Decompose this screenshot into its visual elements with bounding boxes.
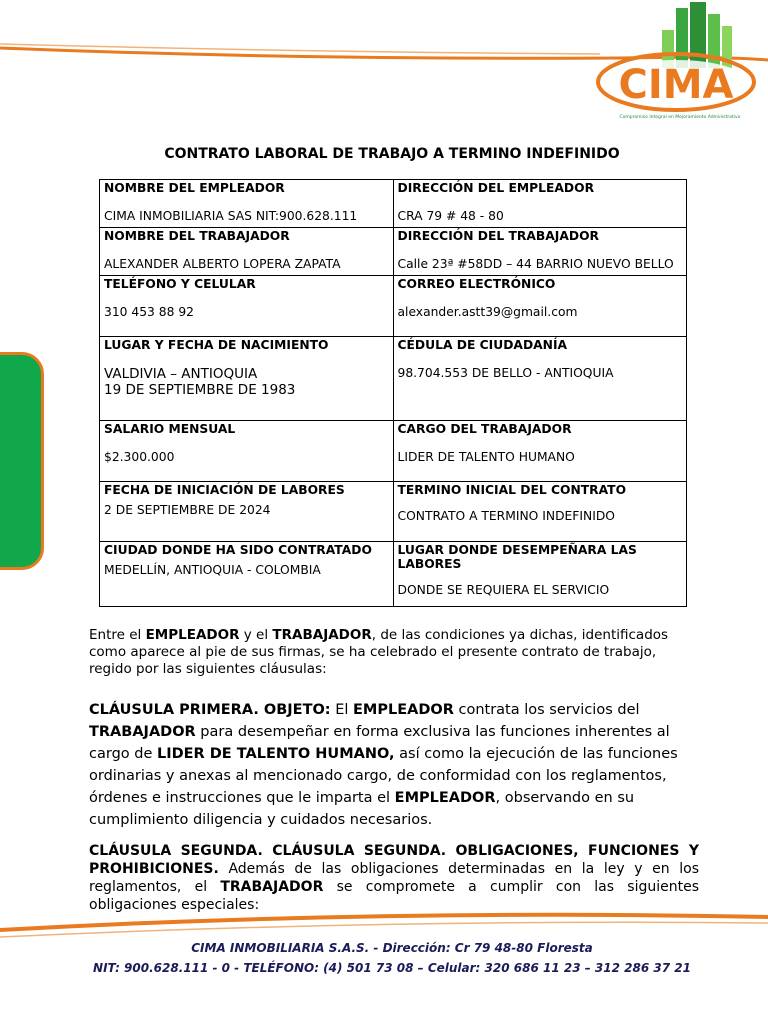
cell-value: 2 DE SEPTIEMBRE DE 2024 xyxy=(104,503,271,517)
cell-value: CRA 79 # 48 - 80 xyxy=(397,209,504,223)
cell-value: CONTRATO A TERMINO INDEFINIDO xyxy=(397,509,615,523)
bold-text: TRABAJADOR xyxy=(272,627,372,643)
logo-tagline: Compromiso Integral en Mejoramiento Administrativo xyxy=(619,115,741,120)
contract-info-table xyxy=(99,179,687,607)
cell-label: DIRECCIÓN DEL EMPLEADOR xyxy=(397,181,595,195)
cell-value: CIMA INMOBILIARIA SAS NIT:900.628.111 xyxy=(104,209,358,223)
cell-value: DONDE SE REQUIERA EL SERVICIO xyxy=(397,583,610,597)
cell-value: alexander.astt39@gmail.com xyxy=(397,305,578,319)
table-row xyxy=(100,542,687,607)
bold-text: TRABAJADOR xyxy=(89,724,196,740)
text: para desempeñar en forma exclusiva las funciones inherentes al cargo de xyxy=(89,724,670,762)
email-cell xyxy=(393,276,687,337)
id-cell xyxy=(393,337,687,421)
footer-line-1: CIMA INMOBILIARIA S.A.S. - Dirección: Cr 79 48-80 Floresta xyxy=(191,941,593,955)
text: , observando en su cumplimiento diligencia y cuidados necesarios. xyxy=(89,790,635,828)
text: Entre el xyxy=(89,627,146,643)
text: , de las condiciones ya dichas, identificados como aparece al pie de sus firmas, se ha celebrado el presente contrato de trabajo, regido por las siguientes cláusulas: xyxy=(89,627,669,677)
clause-heading: CLÁUSULA SEGUNDA. CLÁUSULA SEGUNDA. OBLIGACIONES, FUNCIONES Y PROHIBICIONES. xyxy=(89,843,699,877)
salary-cell xyxy=(100,421,394,482)
cell-label: NOMBRE DEL EMPLEADOR xyxy=(104,181,285,195)
svg-text:CIMA: CIMA xyxy=(618,62,734,108)
text: así como la ejecución de las funciones ordinarias y anexas al mencionado cargo, de conformidad con los reglamentos, órdenes e instrucciones que le imparta el xyxy=(89,746,678,806)
cell-value: 98.704.553 DE BELLO - ANTIOQUIA xyxy=(397,366,614,380)
work-location-cell xyxy=(393,542,687,607)
table-row xyxy=(100,276,687,337)
bold-text: LIDER DE TALENTO HUMANO, xyxy=(156,746,395,762)
cell-value: 310 453 88 92 xyxy=(104,305,194,319)
document-title: CONTRATO LABORAL DE TRABAJO A TERMINO INDEFINIDO xyxy=(164,146,620,162)
bold-text: EMPLEADOR xyxy=(145,627,240,643)
table-row xyxy=(100,180,687,228)
text: El xyxy=(330,702,354,718)
worker-name-cell xyxy=(100,228,394,276)
contract-term-cell xyxy=(393,482,687,542)
cell-label: DIRECCIÓN DEL TRABAJADOR xyxy=(397,229,600,243)
cima-logo xyxy=(594,0,760,130)
text: y el xyxy=(239,627,273,643)
cell-label: TELÉFONO Y CELULAR xyxy=(104,277,256,291)
clause-second xyxy=(89,842,699,914)
bold-text: TRABAJADOR xyxy=(220,879,324,895)
table-row xyxy=(100,482,687,542)
cell-value: 19 DE SEPTIEMBRE DE 1983 xyxy=(104,382,296,398)
phone-cell xyxy=(100,276,394,337)
cell-label: CORREO ELECTRÓNICO xyxy=(397,277,556,291)
hire-city-cell xyxy=(100,542,394,607)
cell-label: SALARIO MENSUAL xyxy=(104,422,236,436)
intro-paragraph xyxy=(89,627,699,678)
cell-value: $2.300.000 xyxy=(104,450,175,464)
text: contrata los servicios del xyxy=(453,702,640,718)
table-row xyxy=(100,228,687,276)
footer-line-2: NIT: 900.628.111 - 0 - TELÉFONO: (4) 501 73 08 – Celular: 320 686 11 23 – 312 286 37 21 xyxy=(93,961,691,975)
position-cell xyxy=(393,421,687,482)
clause-first xyxy=(89,699,699,831)
birth-cell xyxy=(100,337,394,421)
cell-value: ALEXANDER ALBERTO LOPERA ZAPATA xyxy=(104,257,341,271)
employer-name-cell xyxy=(100,180,394,228)
footer-swoosh xyxy=(0,905,768,965)
text: Además de las obligaciones determinadas en la ley y en los reglamentos, el xyxy=(89,861,699,895)
cell-label: CÉDULA DE CIUDADANÍA xyxy=(397,338,568,352)
cell-value: LIDER DE TALENTO HUMANO xyxy=(397,450,575,464)
employer-address-cell xyxy=(393,180,687,228)
cell-label: NOMBRE DEL TRABAJADOR xyxy=(104,229,290,243)
cell-label: FECHA DE INICIACIÓN DE LABORES xyxy=(104,483,345,497)
start-date-cell xyxy=(100,482,394,542)
bold-text: EMPLEADOR xyxy=(394,790,496,806)
cell-label: LUGAR DONDE DESEMPEÑARA LAS LABORES xyxy=(397,543,637,571)
side-decoration-tab xyxy=(0,352,44,570)
cell-value: MEDELLÍN, ANTIOQUIA - COLOMBIA xyxy=(104,563,321,577)
cell-value: VALDIVIA – ANTIOQUIA xyxy=(104,366,258,382)
worker-address-cell xyxy=(393,228,687,276)
text: se compromete a cumplir con las siguientes obligaciones especiales: xyxy=(89,879,699,913)
cell-value: Calle 23ª #58DD – 44 BARRIO NUEVO BELLO xyxy=(397,257,674,271)
clause-heading: CLÁUSULA PRIMERA. OBJETO: xyxy=(89,702,331,718)
cell-label: LUGAR Y FECHA DE NACIMIENTO xyxy=(104,338,329,352)
table-row xyxy=(100,337,687,421)
cell-label: TERMINO INICIAL DEL CONTRATO xyxy=(397,483,627,497)
table-row xyxy=(100,421,687,482)
cell-label: CIUDAD DONDE HA SIDO CONTRATADO xyxy=(104,543,372,557)
bold-text: EMPLEADOR xyxy=(353,702,454,718)
cell-label: CARGO DEL TRABAJADOR xyxy=(397,422,572,436)
